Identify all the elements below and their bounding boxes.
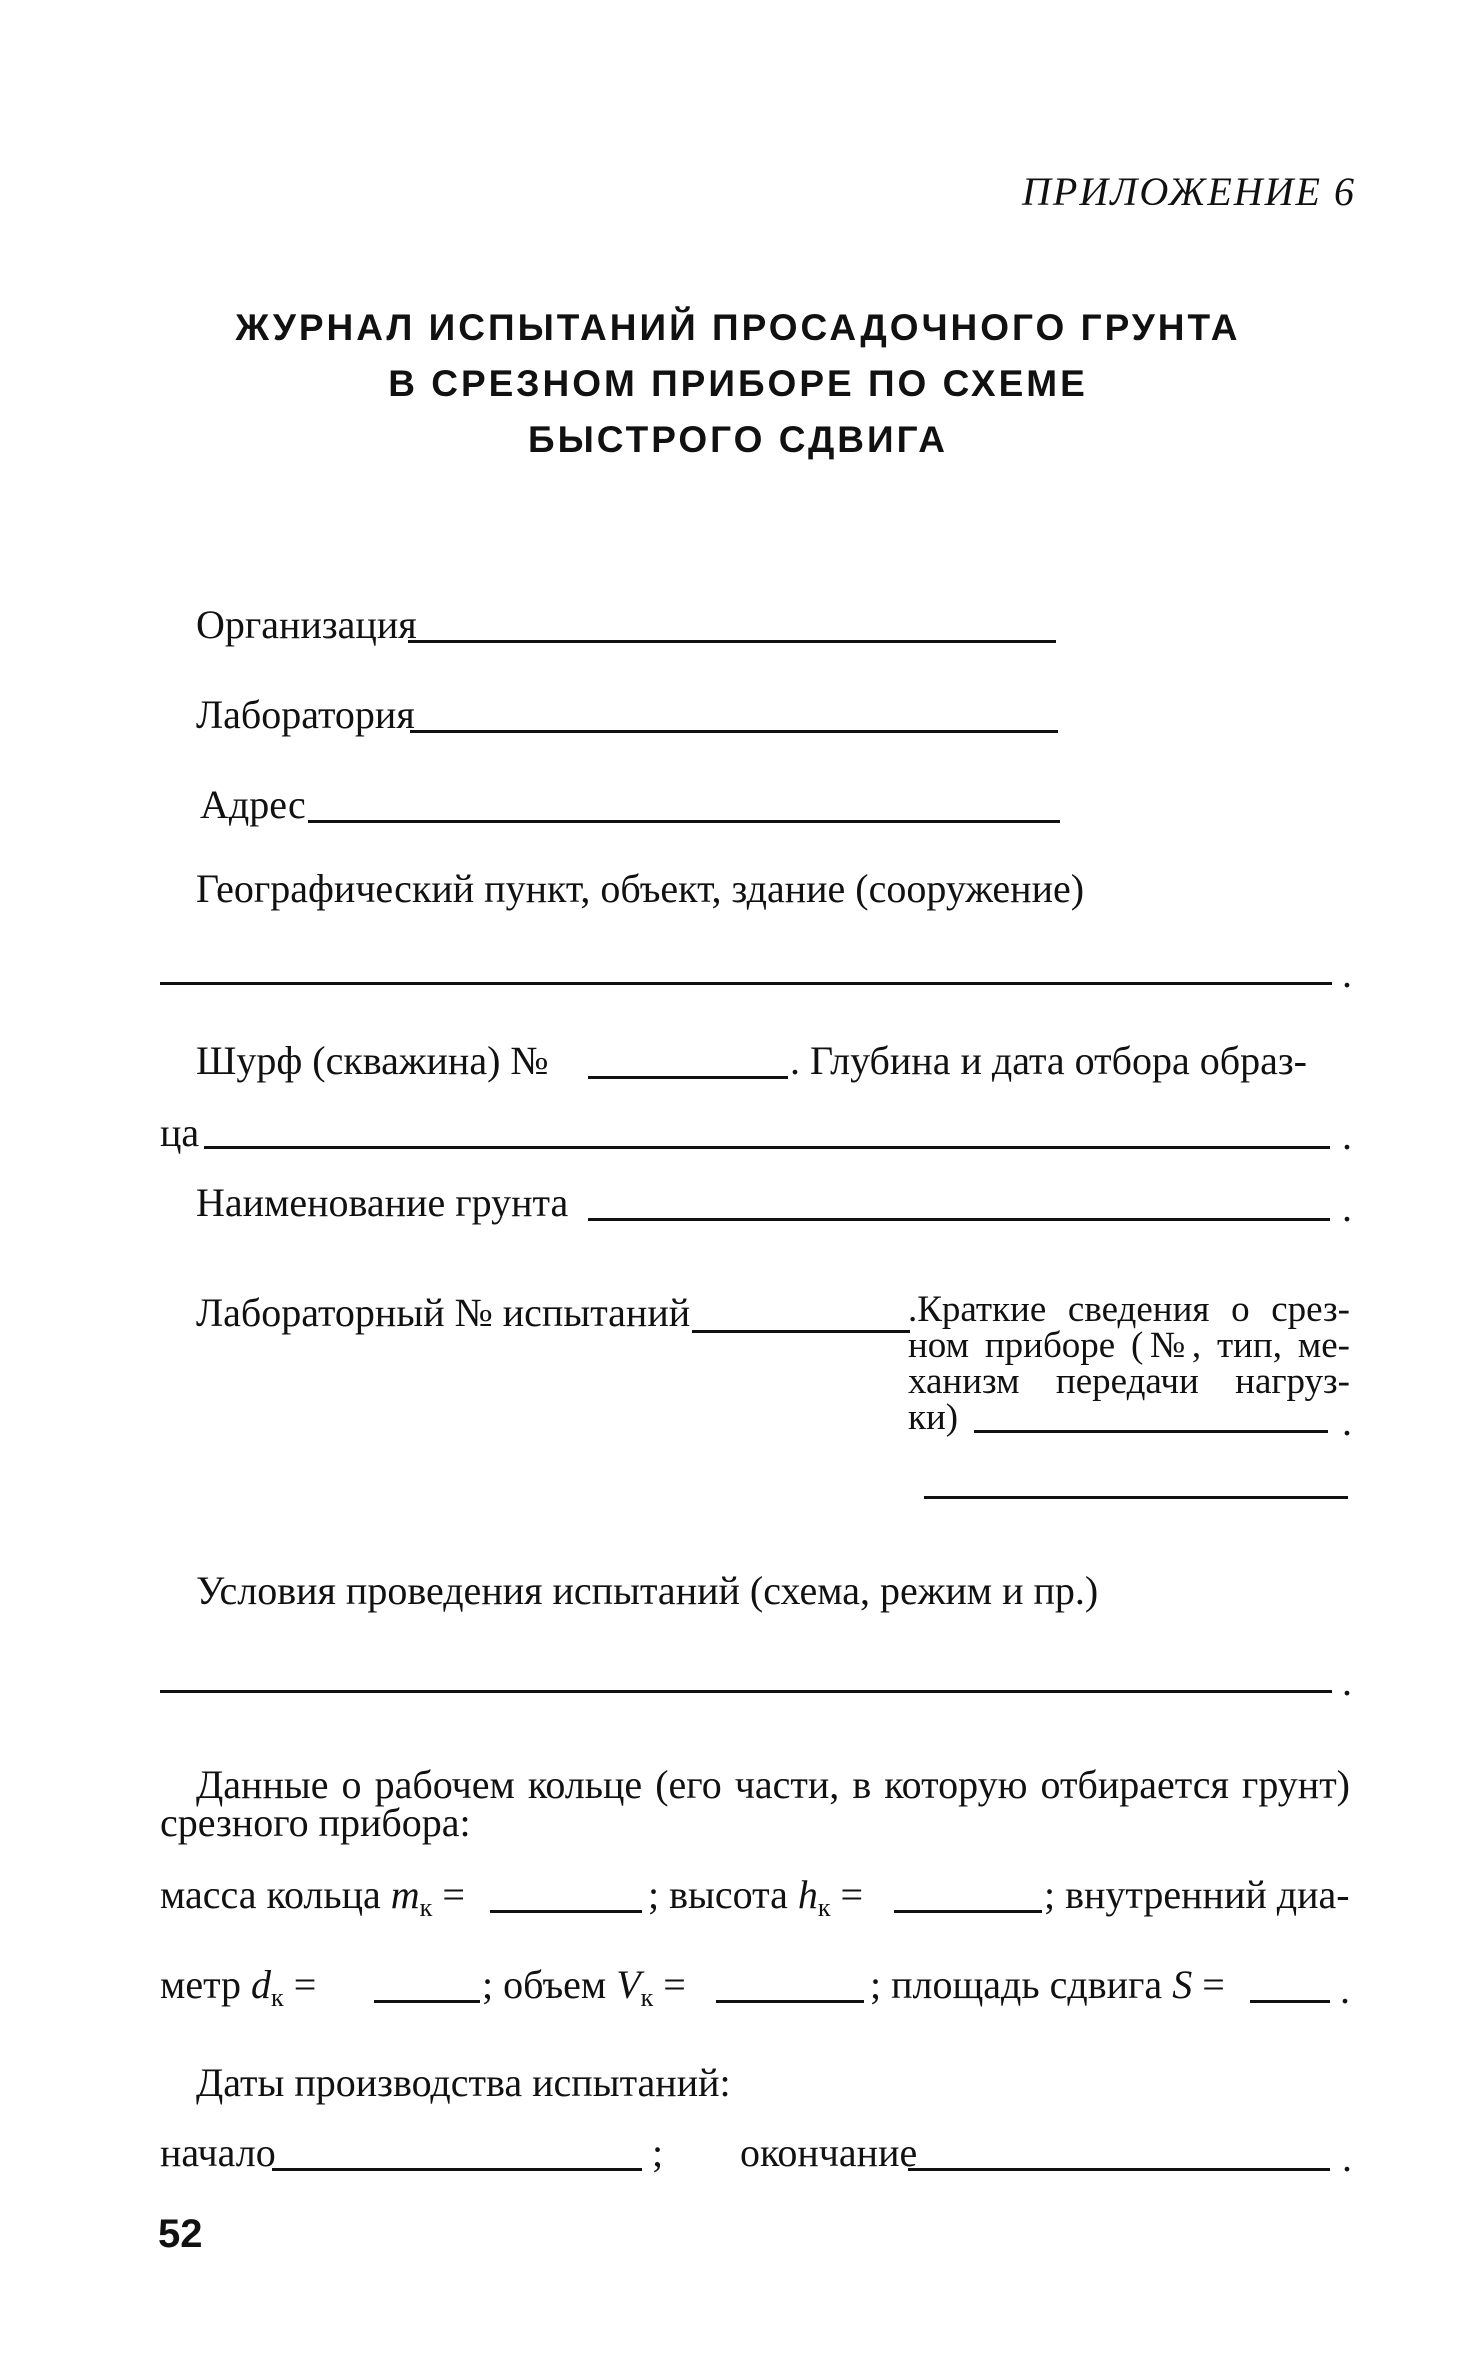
device-info-line-3: ханизм передачи нагруз-	[908, 1361, 1350, 1402]
ring-diameter-cont	[160, 1962, 316, 2021]
shear-area-symbol: S	[1172, 1962, 1193, 2007]
ring-diameter-field[interactable]	[374, 2000, 480, 2003]
lab-number-field[interactable]	[692, 1330, 910, 1333]
ring-data-label: Данные о рабочем кольце (его части, в которую отбирается грунт)	[196, 1762, 1350, 1807]
address-field[interactable]	[308, 820, 1060, 823]
title-line-1: ЖУРНАЛ ИСПЫТАНИЙ ПРОСАДОЧНОГО ГРУНТА	[235, 307, 1241, 348]
conditions-label: Условия проведения испытаний (схема, режим и пр.)	[196, 1568, 1099, 1613]
organization-field[interactable]	[408, 640, 1056, 643]
device-info-field-2[interactable]	[924, 1496, 1348, 1499]
conditions-field[interactable]	[160, 1690, 1332, 1693]
ring-height-subscript: к	[817, 1893, 831, 1922]
title-line-2: В СРЕЗНОМ ПРИБОРЕ ПО СХЕМЕ	[388, 363, 1088, 404]
ring-mass-field[interactable]	[490, 1910, 642, 1913]
ring-height-text: ; высота	[648, 1872, 788, 1917]
ring-height-field[interactable]	[894, 1910, 1042, 1913]
address-label: Адрес	[200, 782, 306, 827]
ring-diameter-text: метр	[160, 1962, 242, 2007]
start-separator: ;	[652, 2130, 664, 2175]
ring-mass-text: масса кольца	[160, 1872, 381, 1917]
ring-diameter-label: ; внутренний диа-	[1044, 1872, 1350, 1917]
depth-label-cont: ца	[160, 1110, 200, 1155]
device-info-line-2: ном приборе (№, тип, ме-	[908, 1325, 1350, 1366]
ring-diameter-equals: =	[293, 1962, 317, 2007]
end-label: окончание	[740, 2130, 918, 2175]
shear-area-equals: =	[1202, 1962, 1225, 2007]
ring-mass-label	[160, 1872, 465, 1931]
ring-data-label-cont: срезного прибора:	[160, 1800, 471, 1845]
start-date-field[interactable]	[272, 2168, 642, 2171]
ring-height-symbol: h	[797, 1872, 818, 1917]
shear-area-text: ; площадь сдвига	[870, 1962, 1163, 2007]
soil-name-label: Наименование грунта	[196, 1180, 569, 1225]
ring-diameter-subscript: к	[271, 1983, 284, 2012]
ring-mass-symbol: m	[390, 1872, 420, 1917]
ring-height-label	[648, 1872, 863, 1931]
ring-volume-equals: =	[663, 1962, 686, 2007]
shear-area-field[interactable]	[1250, 2000, 1330, 2003]
ring-mass-subscript: к	[419, 1893, 433, 1922]
device-info-line-4: ки)	[908, 1397, 959, 1438]
ring-volume-field[interactable]	[716, 2000, 864, 2003]
shear-area-period: .	[1340, 1967, 1350, 2012]
device-info	[908, 1289, 1350, 1438]
pit-label: Шурф (скважина) №	[196, 1038, 549, 1083]
ring-diameter-symbol: d	[251, 1962, 272, 2007]
ring-volume-text: ; объем	[482, 1962, 607, 2007]
end-date-period: .	[1342, 2135, 1352, 2180]
organization-label: Организация	[196, 602, 417, 647]
ring-volume-label	[482, 1962, 686, 2021]
geo-point-field[interactable]	[160, 982, 1332, 985]
ring-height-equals: =	[840, 1872, 864, 1917]
depth-date-field[interactable]	[204, 1146, 1330, 1149]
dates-label: Даты производства испытаний:	[196, 2060, 731, 2105]
geo-point-period: .	[1342, 951, 1352, 996]
device-info-field[interactable]	[974, 1430, 1328, 1433]
page-number: 52	[158, 2212, 203, 2256]
end-date-field[interactable]	[908, 2168, 1330, 2171]
depth-period: .	[1342, 1113, 1352, 1158]
conditions-period: .	[1342, 1659, 1352, 1704]
geo-point-label: Географический пункт, объект, здание (сооружение)	[196, 866, 1085, 911]
laboratory-label: Лаборатория	[196, 692, 415, 737]
ring-volume-symbol: V	[616, 1962, 641, 2007]
pit-number-field[interactable]	[588, 1076, 788, 1079]
device-info-line-1: .Краткие сведения о срез-	[908, 1289, 1350, 1330]
document-title	[0, 300, 1476, 468]
ring-mass-equals: =	[442, 1872, 465, 1917]
shear-area-label	[870, 1962, 1225, 2008]
device-info-period: .	[1342, 1399, 1352, 1444]
soil-name-period: .	[1342, 1185, 1352, 1230]
soil-name-field[interactable]	[588, 1218, 1330, 1221]
lab-number-label: Лабораторный № испытаний	[196, 1290, 691, 1335]
ring-volume-subscript: к	[640, 1983, 654, 2012]
title-line-3: БЫСТРОГО СДВИГА	[527, 419, 948, 460]
depth-label: . Глубина и дата отбора образ-	[790, 1038, 1307, 1083]
laboratory-field[interactable]	[410, 730, 1058, 733]
appendix-label: ПРИЛОЖЕНИЕ 6	[1022, 169, 1356, 214]
start-label: начало	[160, 2130, 276, 2175]
